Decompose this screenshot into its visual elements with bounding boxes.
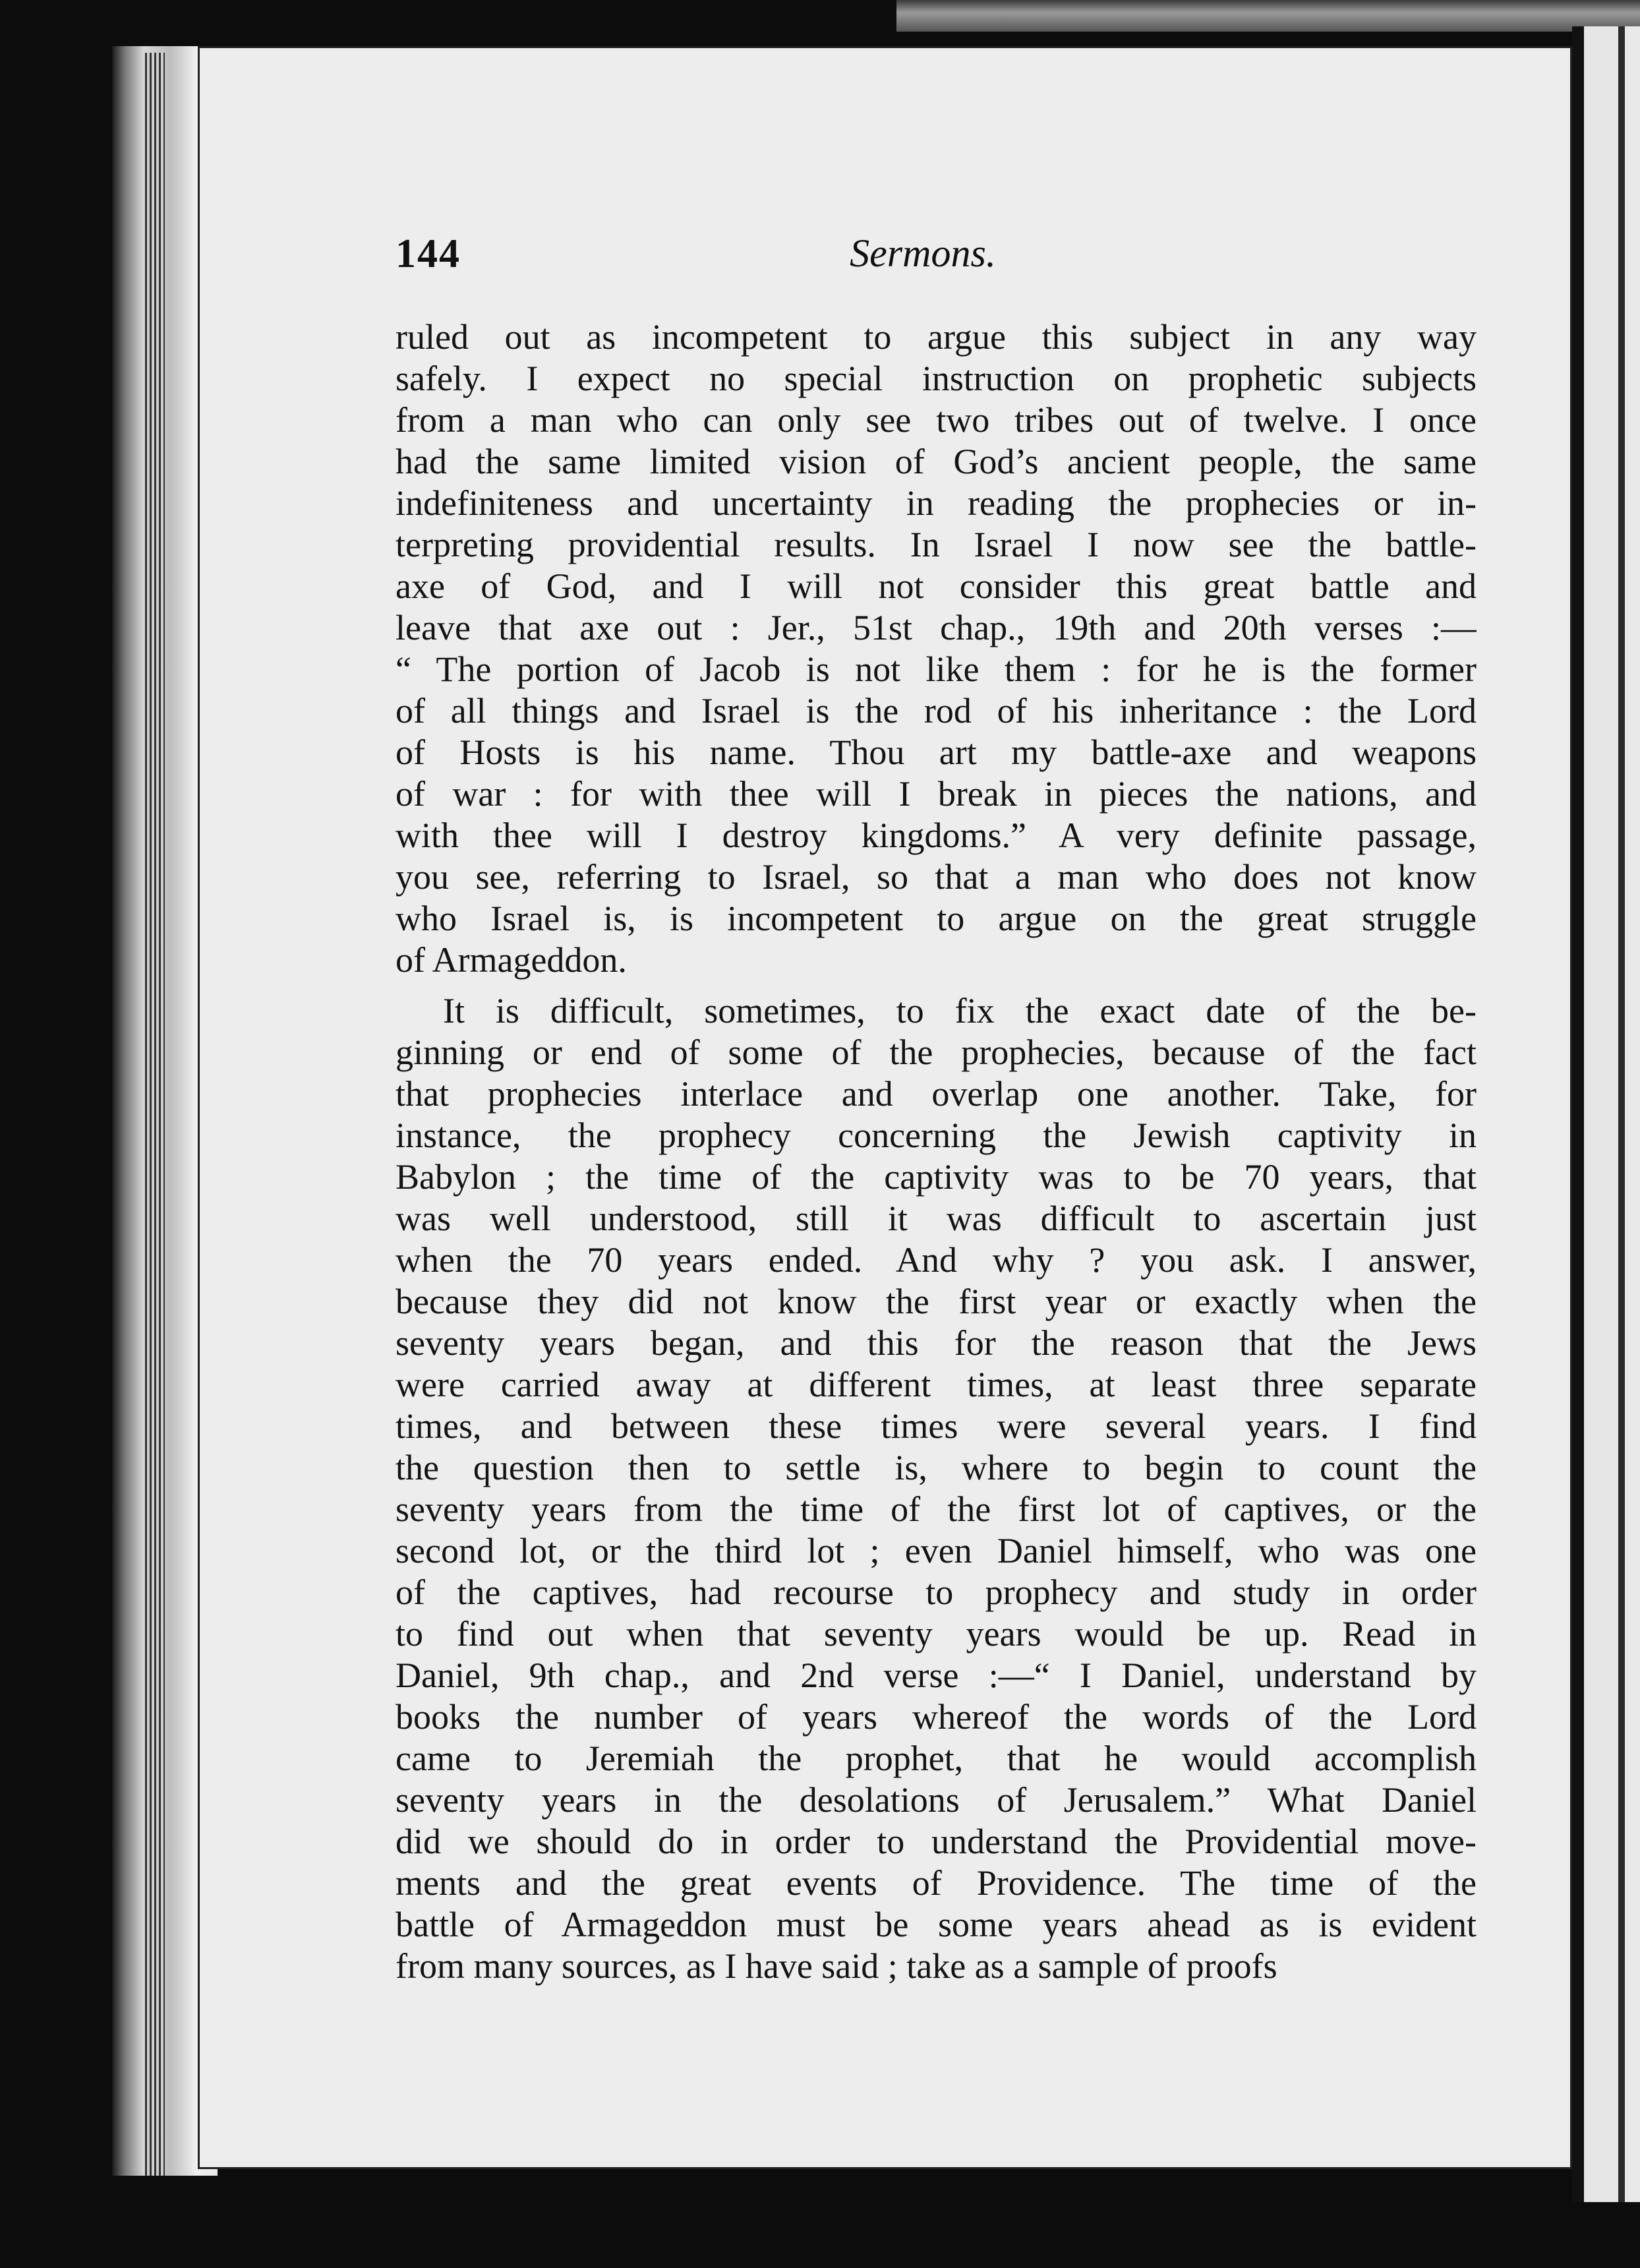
text-line: did we should do in order to understand the Providential move- [395, 1822, 1477, 1861]
paragraph [395, 316, 1477, 981]
text-line: to find out when that seventy years would be up. Read in [395, 1614, 1477, 1654]
text-line: ginning or end of some of the prophecies, because of the fact [395, 1032, 1477, 1072]
text-line: the question then to settle is, where to begin to count the [395, 1448, 1477, 1487]
text-line: battle of Armageddon must be some years ahead as is evident [395, 1905, 1477, 1944]
text-line: was well understood, still it was difficult to ascertain just [395, 1199, 1477, 1238]
text-line: of the captives, had recourse to prophecy and study in order [395, 1572, 1477, 1612]
text-line: of Armageddon. [395, 940, 627, 980]
text-line: came to Jeremiah the prophet, that he would accomplish [395, 1739, 1477, 1778]
text-line: of war : for with thee will I break in pieces the nations, and [395, 774, 1477, 814]
text-line: terpreting providential results. In Israel I now see the battle- [395, 525, 1477, 564]
text-line: axe of God, and I will not consider this great battle and [395, 566, 1477, 606]
text-line: It is difficult, sometimes, to fix the exact date of the be- [443, 991, 1477, 1030]
text-line: that prophecies interlace and overlap one another. Take, for [395, 1074, 1477, 1114]
text-line: seventy years from the time of the first lot of captives, or the [395, 1489, 1477, 1529]
text-line: safely. I expect no special instruction on prophetic subjects [395, 359, 1477, 398]
text-line: when the 70 years ended. And why ? you ask. I answer, [395, 1240, 1477, 1280]
text-line: times, and between these times were several years. I find [395, 1406, 1477, 1446]
text-line: indefiniteness and uncertainty in reading the prophecies or in- [395, 483, 1477, 523]
text-line: from many sources, as I have said ; take as a sample of proofs [395, 1946, 1277, 1986]
page-number: 144 [395, 231, 461, 276]
text-line: second lot, or the third lot ; even Daniel himself, who was one [395, 1531, 1477, 1570]
text-line: “ The portion of Jacob is not like them : for he is the former [395, 649, 1477, 689]
text-line: Daniel, 9th chap., and 2nd verse :—“ I Daniel, understand by [395, 1656, 1477, 1695]
running-head [395, 231, 1477, 290]
running-title: Sermons. [850, 231, 996, 275]
text-line: seventy years in the desolations of Jerusalem.” What Daniel [395, 1780, 1477, 1820]
scan-top-edge [896, 0, 1640, 32]
paragraph-gap [395, 981, 1477, 990]
text-line: because they did not know the first year or exactly when the [395, 1282, 1477, 1321]
text-line: with thee will I destroy kingdoms.” A very definite passage, [395, 816, 1477, 855]
text-line: ruled out as incompetent to argue this subject in any way [395, 317, 1477, 357]
page-stack-edge [145, 53, 165, 2176]
text-line: were carried away at different times, at least three separate [395, 1365, 1477, 1404]
text-line: you see, referring to Israel, so that a man who does not know [395, 857, 1477, 897]
text-line: who Israel is, is incompetent to argue on the great struggle [395, 899, 1477, 938]
text-line: books the number of years whereof the words of the Lord [395, 1697, 1477, 1737]
text-line: instance, the prophecy concerning the Jewish captivity in [395, 1116, 1477, 1155]
paragraph [395, 990, 1477, 1987]
text-line: seventy years began, and this for the reason that the Jews [395, 1323, 1477, 1363]
facing-page-edge [1572, 26, 1640, 2202]
text-line: of all things and Israel is the rod of his inheritance : the Lord [395, 691, 1477, 731]
text-line: had the same limited vision of God’s ancient people, the same [395, 442, 1477, 481]
text-line: ments and the great events of Providence. The time of the [395, 1863, 1477, 1903]
text-line: Babylon ; the time of the captivity was to be 70 years, that [395, 1157, 1477, 1197]
text-line: from a man who can only see two tribes out of twelve. I once [395, 400, 1477, 440]
text-line: leave that axe out : Jer., 51st chap., 19th and 20th verses :— [395, 608, 1477, 647]
text-line: of Hosts is his name. Thou art my battle-axe and weapons [395, 732, 1477, 772]
body-text [395, 316, 1477, 1987]
